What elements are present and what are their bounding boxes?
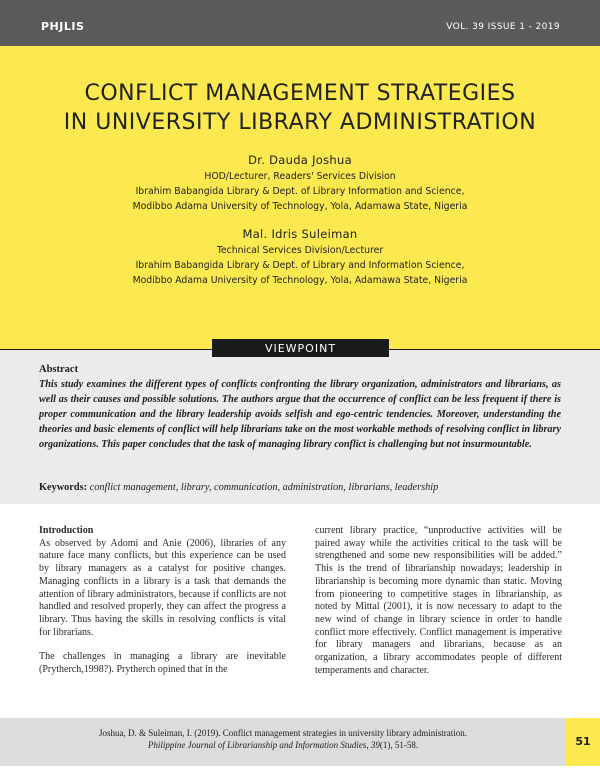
intro-paragraph-1: As observed by Adomi and Anie (2006), libraries of any nature face many conflicts, but this experience can be used by library managers as a catalyst for positive changes. Managing conflicts in a library is a task that demands the attention of library administrators, because if conflicts are not handled and resolved properly, they can affect the progress a library. Thus having the skills in resolving conflicts is vital for librarians. [39,537,286,638]
body-column-left [39,525,286,677]
author-2-affiliation: Ibrahim Babangida Library & Dept. of Library and Information Science, [135,260,465,271]
section-label: VIEWPOINT [212,339,389,357]
footer-citation: Joshua, D. & Suleiman, I. (2019). Conflict management strategies in university library administration. [99,728,467,738]
keywords-label: Keywords: [39,482,88,493]
paper-title-line-2: IN UNIVERSITY LIBRARY ADMINISTRATION [63,110,537,135]
author-2-name: Mal. Idris Suleiman [242,227,358,241]
footer-journal [0,740,566,750]
author-2-position: Technical Services Division/Lecturer [216,245,384,256]
author-1-position: HOD/Lecturer, Readers' Services Division [204,171,396,182]
intro-paragraph-2: The challenges in managing a library are inevitable (Prytherch,1998?). Prytherch opined that in the [39,651,286,676]
journal-name: PHJLIS [41,20,85,33]
keywords-line [39,482,438,493]
footer-journal-pages: (1), 51-58. [379,740,419,750]
abstract-text: This study examines the different types of conflicts confronting the library organization, administrators and librarians, as well as their causes and possible solutions. The authors argue that the occurrence of conflict can be less frequent if there is proper communication and the library leadership avoids selfish and ego-centric tendencies. Moreover, understanding the theories and basic elements of conflict will help librarians take on the most workable methods of resolving conflict in library organizations. This paper concludes that the task of managing library conflict is challenging but not insurmountable. [39,379,561,450]
body-column-right [315,525,562,677]
footer-journal-volume: 39 [370,740,380,750]
intro-heading: Introduction [39,525,94,536]
author-2-university: Modibbo Adama University of Technology, Yola, Adamawa State, Nigeria [132,275,468,286]
author-1-affiliation: Ibrahim Babangida Library & Dept. of Library Information and Science, [135,186,465,197]
abstract-heading: Abstract [39,364,79,375]
journal-header-bar [0,0,600,46]
keywords-text: conflict management, library, communication, administration, librarians, leadership [89,482,439,493]
author-1-university: Modibbo Adama University of Technology, Yola, Adamawa State, Nigeria [132,201,468,212]
paper-title-line-1: CONFLICT MANAGEMENT STRATEGIES [84,81,516,106]
footer-journal-name: Philippine Journal of Librarianship and Information Studies, [147,740,369,750]
page-number: 51 [566,718,600,766]
issue-label: VOL. 39 ISSUE 1 - 2019 [446,22,560,32]
intro-paragraph-3: current library practice, “unproductive activities will be paired away while the activities critical to the task will be strengthened and some new responsibilities will be added.” This is the trend of librarianship nowadays; leadership in librarianship is becoming more dynamic than static. Moving from pioneering to competitive stages in librarianship, as noted by Mittal (2001), it is now necessary to adapt to the new wind of change in library science in order to handle conflict more effectively. Conflict management is imperative for library managers and librarians, because as an organization, a library accommodates people of different temperaments and character. [315,525,562,676]
author-1-name: Dr. Dauda Joshua [248,153,352,167]
